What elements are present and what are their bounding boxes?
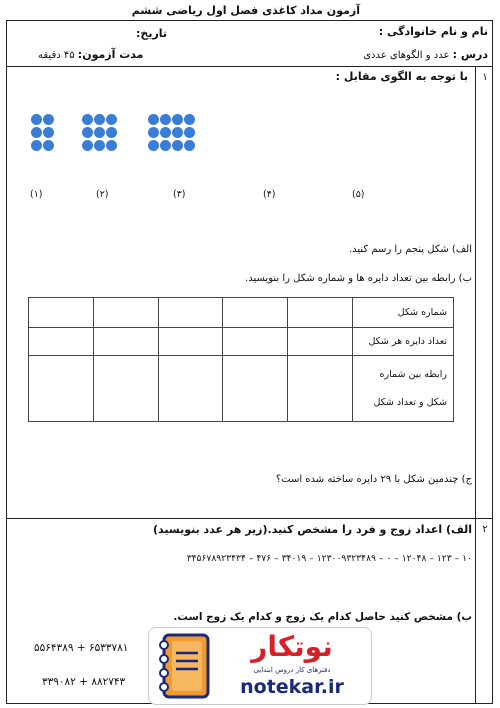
circle	[184, 140, 195, 151]
row-label-figure-number: شماره شکل	[353, 298, 454, 328]
q2-expression-1: ۶۵۳۳۷۸۱ + ۵۵۶۴۳۸۹	[34, 642, 129, 654]
q1-part-a: الف) شکل پنجم را رسم کنید.	[348, 244, 472, 255]
table-cell[interactable]	[223, 328, 288, 356]
table-cell[interactable]	[93, 328, 158, 356]
table-row	[29, 328, 454, 356]
lesson-line	[363, 48, 488, 61]
circle	[43, 127, 54, 138]
table-cell[interactable]	[29, 328, 94, 356]
notekar-logo	[148, 627, 372, 705]
figure-label-3: (۳)	[173, 189, 186, 200]
date-label: تاریخ:	[136, 27, 168, 40]
row-label-relation-line-2: شکل و تعداد شکل	[373, 396, 447, 408]
table-cell[interactable]	[93, 298, 158, 328]
table-row	[29, 298, 454, 328]
circle	[31, 140, 42, 151]
circle	[106, 127, 117, 138]
row-label-relation	[353, 356, 454, 422]
table-cell[interactable]	[29, 356, 94, 422]
circle	[43, 140, 54, 151]
circle	[82, 127, 93, 138]
q2-part-a: الف) اعداد زوج و فرد را مشخص کنید.(زیر هر عدد بنویسید)	[153, 523, 472, 536]
circle	[94, 114, 105, 125]
table-cell[interactable]	[223, 356, 288, 422]
circle	[184, 114, 195, 125]
name-label: نام و نام خانوادگی :	[378, 25, 488, 38]
circle	[148, 127, 159, 138]
brand-name-fa: نوتکار	[251, 630, 333, 663]
duration-value: ۴۵ دقیقه	[38, 50, 75, 61]
figure-label-5: (۵)	[352, 189, 365, 200]
circle	[82, 140, 93, 151]
circle	[148, 114, 159, 125]
table-cell[interactable]	[223, 298, 288, 328]
circle	[94, 140, 105, 151]
figure-label-1: (۱)	[30, 189, 43, 200]
row-label-circle-count: تعداد دایره هر شکل	[353, 328, 454, 356]
q2-numbers-line: ۱۰ – ۱۲۳ – ۱۲۰۴۸ – ۰ – ۱۲۳۰۰۹۳۲۳۴۸۹ – ۳۴۰۱۹ – ۴۷۶ – ۳۴۵۶۷۸۹۲۳۴۳۴	[186, 553, 472, 564]
circle	[106, 140, 117, 151]
table-cell[interactable]	[29, 298, 94, 328]
lesson-value: عدد و الگوهای عددی	[363, 50, 450, 61]
circle	[43, 114, 54, 125]
figure-label-4: (۴)	[263, 189, 276, 200]
brand-name-en: notekar.ir	[240, 676, 344, 698]
row-label-relation-line-1: رابطه بین شماره	[379, 368, 447, 380]
circle	[172, 127, 183, 138]
table-row	[29, 356, 454, 422]
duration-line	[38, 48, 143, 61]
duration-label: مدت آزمون:	[77, 48, 144, 61]
circle	[31, 127, 42, 138]
table-cell[interactable]	[158, 328, 223, 356]
exam-title: آزمون مداد کاغذی فصل اول ریاضی ششم	[131, 4, 360, 17]
number-column-divider	[475, 66, 476, 704]
q1-part-c: ج) چندمین شکل با ۲۹ دایره ساخته شده است؟	[275, 474, 472, 485]
table-cell[interactable]	[158, 298, 223, 328]
q1-part-b: ب) رابطه بین تعداد دایره ها و شماره شکل را بنویسید.	[245, 273, 472, 284]
circle	[160, 140, 171, 151]
table-cell[interactable]	[288, 356, 353, 422]
table-cell[interactable]	[288, 298, 353, 328]
q2-expression-2: ۸۸۲۷۴۳ + ۳۳۹۰۸۲	[42, 676, 126, 688]
table-cell[interactable]	[288, 328, 353, 356]
question-divider	[6, 518, 493, 519]
circle	[82, 114, 93, 125]
pattern-table	[28, 297, 454, 422]
table-cell[interactable]	[158, 356, 223, 422]
header-divider	[6, 66, 493, 67]
circle	[172, 114, 183, 125]
figure-label-2: (۲)	[96, 189, 109, 200]
circle	[160, 114, 171, 125]
question-number: ۱	[482, 72, 488, 83]
q1-prompt: با توجه به الگوی مقابل :	[335, 70, 468, 83]
circle	[106, 114, 117, 125]
question-number: ۲	[482, 524, 488, 535]
circle	[184, 127, 195, 138]
lesson-prefix: درس :	[452, 48, 488, 61]
circle	[94, 127, 105, 138]
circle	[160, 127, 171, 138]
table-cell[interactable]	[93, 356, 158, 422]
circle	[172, 140, 183, 151]
circle	[148, 140, 159, 151]
brand-tagline: دفترهای کار دروس ابتدایی	[253, 666, 331, 674]
circle	[31, 114, 42, 125]
q2-part-b: ب) مشخص کنید حاصل کدام یک زوج و کدام یک زوج است.	[173, 611, 472, 623]
notebook-icon	[152, 629, 216, 703]
